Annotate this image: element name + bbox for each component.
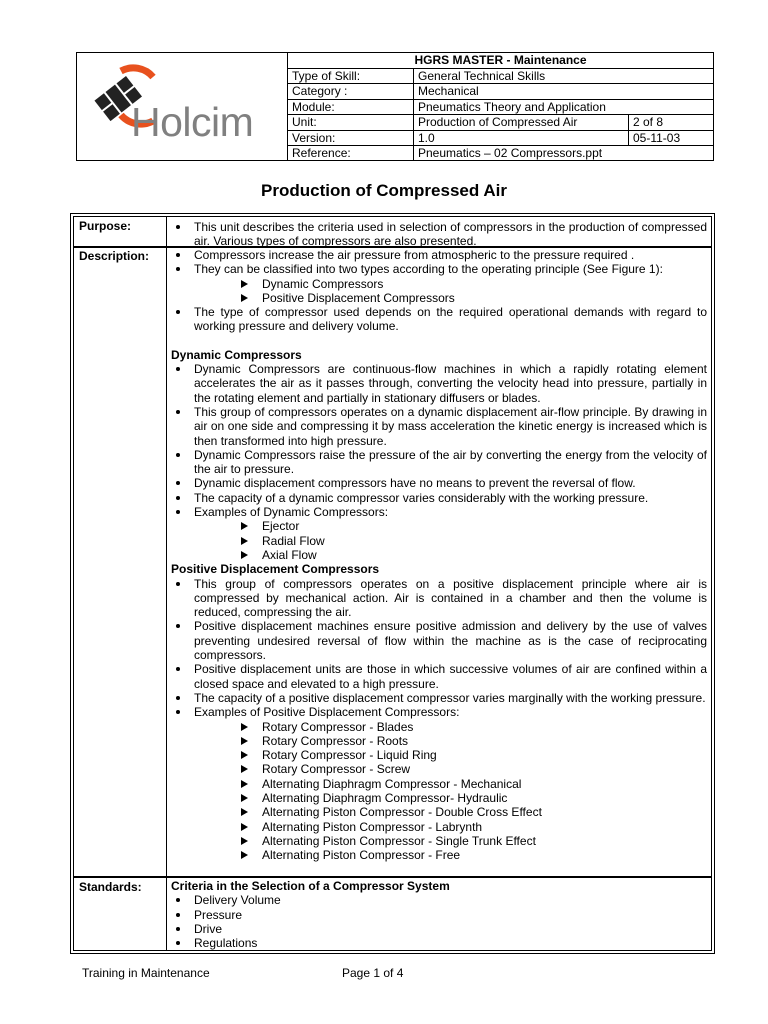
purpose-content	[167, 217, 711, 247]
sub-list-item: Alternating Diaphragm Compressor- Hydraulic	[171, 791, 707, 805]
list-item: The capacity of a dynamic compressor varies considerably with the working pressure.	[171, 491, 707, 505]
type-of-skill-value: General Technical Skills	[414, 68, 714, 84]
list-item: Positive displacement machines ensure positive admission and delivery by the use of valves preventing undesired reversal of flow within the machine as is the case of reciprocating compressors.	[171, 619, 707, 662]
sub-list-item: Alternating Diaphragm Compressor - Mechanical	[171, 777, 707, 791]
list-item: Examples of Positive Displacement Compressors:	[171, 705, 707, 719]
page-title: Production of Compressed Air	[261, 181, 507, 200]
sub-list-item: Alternating Piston Compressor - Free	[171, 848, 707, 862]
content-table	[70, 213, 715, 954]
unit-label: Unit:	[288, 115, 414, 131]
category-value: Mechanical	[414, 84, 714, 100]
list-item: Pressure	[171, 908, 707, 922]
holcim-logo	[77, 53, 288, 160]
list-item: Dynamic Compressors are continuous-flow machines in which a rapidly rotating element accelerates the air as it passes through, converting the velocity head into pressure, partially in the rotating element and partially in stationary diffusers or blades.	[171, 362, 707, 405]
sub-list-item: Radial Flow	[171, 534, 707, 548]
purpose-label: Purpose:	[74, 217, 167, 247]
list-item: The capacity of a positive displacement compressor varies marginally with the working pressure.	[171, 691, 707, 705]
footer-page-number: Page 1 of 4	[342, 966, 404, 980]
list-item: This group of compressors operates on a dynamic displacement air-flow principle. By drawing in air on one side and compressing it by mass acceleration the kinetic energy is increased which is then transformed into high pressure.	[171, 405, 707, 448]
sub-list-item: Rotary Compressor - Blades	[171, 720, 707, 734]
header-title: HGRS MASTER - Maintenance	[288, 53, 713, 68]
list-item: Positive displacement units are those in which successive volumes of air are confined within a closed space and elevated to a high pressure.	[171, 662, 707, 691]
list-item: This unit describes the criteria used in selection of compressors in the production of compressed air. Various types of compressors are also presented.	[171, 220, 707, 249]
standards-label: Standards:	[74, 878, 167, 950]
list-item: Compressors increase the air pressure from atmospheric to the pressure required .	[171, 248, 707, 262]
description-content	[167, 247, 711, 876]
type-of-skill-label: Type of Skill:	[288, 68, 414, 84]
category-label: Category :	[288, 84, 414, 100]
sub-list-item: Alternating Piston Compressor - Double Cross Effect	[171, 805, 707, 819]
list-item: They can be classified into two types according to the operating principle (See Figure 1):	[171, 262, 707, 276]
sub-list-item: Dynamic Compressors	[171, 277, 707, 291]
unit-number: 2 of 8	[629, 115, 714, 131]
reference-value: Pneumatics – 02 Compressors.ppt	[414, 146, 714, 161]
list-item: Dynamic displacement compressors have no means to prevent the reversal of flow.	[171, 476, 707, 490]
reference-label: Reference:	[288, 146, 414, 161]
module-value: Pneumatics Theory and Application	[414, 99, 714, 115]
description-label: Description:	[74, 247, 167, 876]
sub-list-item: Ejector	[171, 519, 707, 533]
unit-value: Production of Compressed Air	[414, 115, 629, 131]
sub-list-item: Rotary Compressor - Screw	[171, 762, 707, 776]
version-label: Version:	[288, 130, 414, 146]
standards-content	[167, 878, 711, 950]
list-item: Examples of Dynamic Compressors:	[171, 505, 707, 519]
list-item: The type of compressor used depends on the required operational demands with regard to working pressure and delivery volume.	[171, 305, 707, 334]
list-item: Dynamic Compressors raise the pressure of the air by converting the energy from the velocity of the air to pressure.	[171, 448, 707, 477]
section-heading: Positive Displacement Compressors	[171, 562, 380, 577]
sub-list-item: Rotary Compressor - Roots	[171, 734, 707, 748]
header-table	[288, 53, 713, 161]
list-item: Regulations	[171, 936, 707, 950]
footer-left: Training in Maintenance	[82, 966, 210, 980]
section-heading: Dynamic Compressors	[171, 347, 302, 362]
sub-list-item: Alternating Piston Compressor - Single Trunk Effect	[171, 834, 707, 848]
module-label: Module:	[288, 99, 414, 115]
section-heading: Criteria in the Selection of a Compressor System	[171, 879, 450, 893]
purpose-row	[73, 216, 712, 248]
list-item: This group of compressors operates on a positive displacement principle where air is compressed by mechanical action. Air is contained in a chamber and then the volume is reduced, compressing the air.	[171, 577, 707, 620]
standards-row	[73, 877, 712, 951]
version-value: 1.0	[414, 130, 629, 146]
logo-wordmark: Holcim	[131, 99, 254, 145]
sub-list-item: Alternating Piston Compressor - Labrynth	[171, 820, 707, 834]
description-row	[73, 246, 712, 877]
sub-list-item: Rotary Compressor - Liquid Ring	[171, 748, 707, 762]
version-date: 05-11-03	[629, 130, 714, 146]
sub-list-item: Axial Flow	[171, 548, 707, 562]
sub-list-item: Positive Displacement Compressors	[171, 291, 707, 305]
list-item: Drive	[171, 922, 707, 936]
list-item: Delivery Volume	[171, 893, 707, 907]
document-header	[76, 52, 714, 161]
